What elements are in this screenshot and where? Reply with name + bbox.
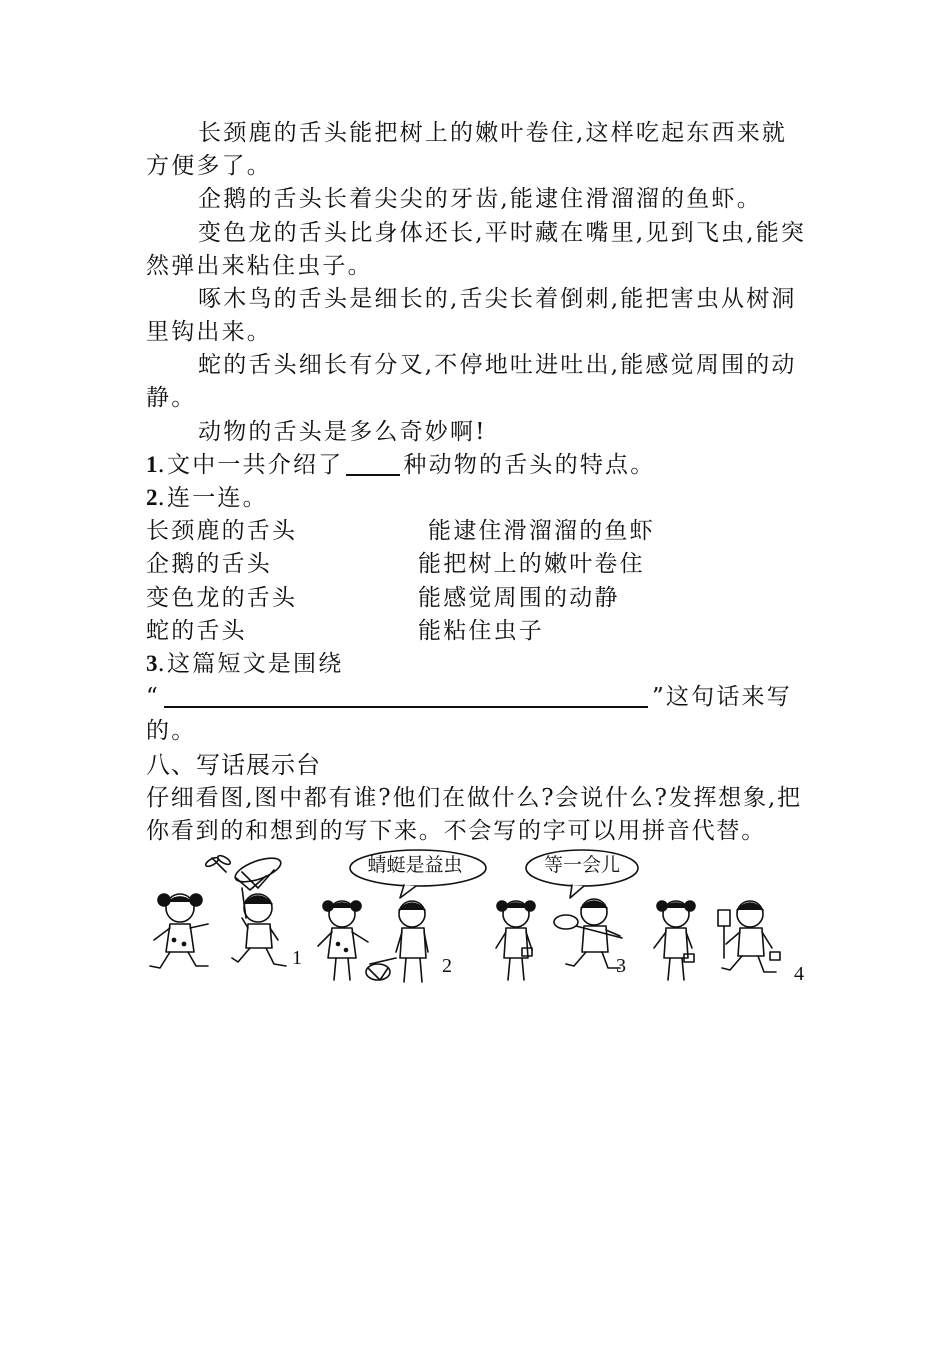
butterfly-net-icon bbox=[366, 958, 396, 980]
question-3-line2 bbox=[146, 682, 792, 712]
question-3-line3: 的。 bbox=[146, 718, 197, 744]
question-number: 1 bbox=[146, 452, 158, 477]
section-heading: 八、写话展示台 bbox=[146, 751, 321, 779]
question-number: 2 bbox=[146, 485, 158, 510]
question-text: .文中一共介绍了 bbox=[157, 452, 344, 478]
passage-line: 方便多了。 bbox=[146, 153, 272, 179]
question-1 bbox=[146, 450, 655, 480]
panel-number: 4 bbox=[794, 963, 804, 985]
panel-number: 1 bbox=[292, 947, 302, 969]
instruction-line: 仔细看图,图中都有谁?他们在做什么?会说什么?发挥想象,把 bbox=[146, 785, 802, 811]
boy-figure bbox=[566, 899, 620, 968]
panel-number: 2 bbox=[442, 955, 452, 977]
passage-line: 变色龙的舌头比身体还长,平时藏在嘴里,见到飞虫,能突 bbox=[198, 220, 807, 246]
passage-line: 啄木鸟的舌头是细长的,舌尖长着倒刺,能把害虫从树洞 bbox=[198, 286, 797, 312]
match-right-item[interactable]: 能粘住虫子 bbox=[418, 618, 544, 644]
match-right-item[interactable]: 能感觉周围的动静 bbox=[418, 585, 620, 611]
passage-line: 然弹出来粘住虫子。 bbox=[146, 253, 373, 279]
comic-strip-illustration bbox=[146, 848, 812, 994]
girl-figure bbox=[150, 894, 208, 968]
fly-swatter-icon bbox=[718, 910, 730, 958]
panel-1 bbox=[150, 853, 286, 968]
match-right-item[interactable]: 能逮住滑溜溜的鱼虾 bbox=[428, 518, 655, 544]
question-text: ”这句话来写 bbox=[651, 684, 792, 710]
girl-figure bbox=[496, 901, 535, 980]
panel-number: 3 bbox=[616, 955, 626, 977]
question-3 bbox=[146, 649, 343, 679]
girl-figure bbox=[318, 901, 368, 980]
match-left-item[interactable]: 企鹅的舌头 bbox=[146, 551, 272, 577]
passage-line: 静。 bbox=[146, 385, 197, 411]
instruction-line: 你看到的和想到的写下来。不会写的字可以用拼音代替。 bbox=[146, 818, 766, 844]
question-text: .连一连。 bbox=[157, 485, 268, 511]
match-left-item[interactable]: 变色龙的舌头 bbox=[146, 585, 298, 611]
answer-blank[interactable] bbox=[164, 684, 648, 708]
boy-figure bbox=[232, 894, 286, 966]
passage-line: 长颈鹿的舌头能把树上的嫩叶卷住,这样吃起东西来就 bbox=[198, 120, 788, 146]
girl-figure bbox=[654, 901, 695, 980]
speech-bubble-text: 蜻蜓是益虫 bbox=[367, 854, 463, 876]
match-left-item[interactable]: 长颈鹿的舌头 bbox=[146, 518, 298, 544]
match-right-item[interactable]: 能把树上的嫩叶卷住 bbox=[418, 551, 645, 577]
passage-line: 蛇的舌头细长有分叉,不停地吐进吐出,能感觉周围的动 bbox=[198, 352, 797, 378]
dragonfly-icon bbox=[204, 854, 231, 872]
butterfly-net-icon bbox=[232, 853, 283, 918]
panel-4 bbox=[654, 901, 780, 980]
open-quote: “ bbox=[146, 684, 160, 710]
passage-line: 里钩出来。 bbox=[146, 319, 272, 345]
speech-bubble-text: 等一会儿 bbox=[543, 854, 621, 876]
question-text: .这篇短文是围绕 bbox=[157, 651, 344, 677]
answer-blank[interactable] bbox=[346, 452, 400, 476]
question-text: 种动物的舌头的特点。 bbox=[403, 452, 656, 478]
question-2-title bbox=[146, 483, 268, 513]
passage-line: 动物的舌头是多么奇妙啊! bbox=[198, 419, 487, 445]
question-number: 3 bbox=[146, 651, 158, 676]
boy-figure bbox=[396, 901, 428, 982]
match-left-item[interactable]: 蛇的舌头 bbox=[146, 618, 247, 644]
passage-line: 企鹅的舌头长着尖尖的牙齿,能逮住滑溜溜的鱼虾。 bbox=[198, 186, 762, 212]
